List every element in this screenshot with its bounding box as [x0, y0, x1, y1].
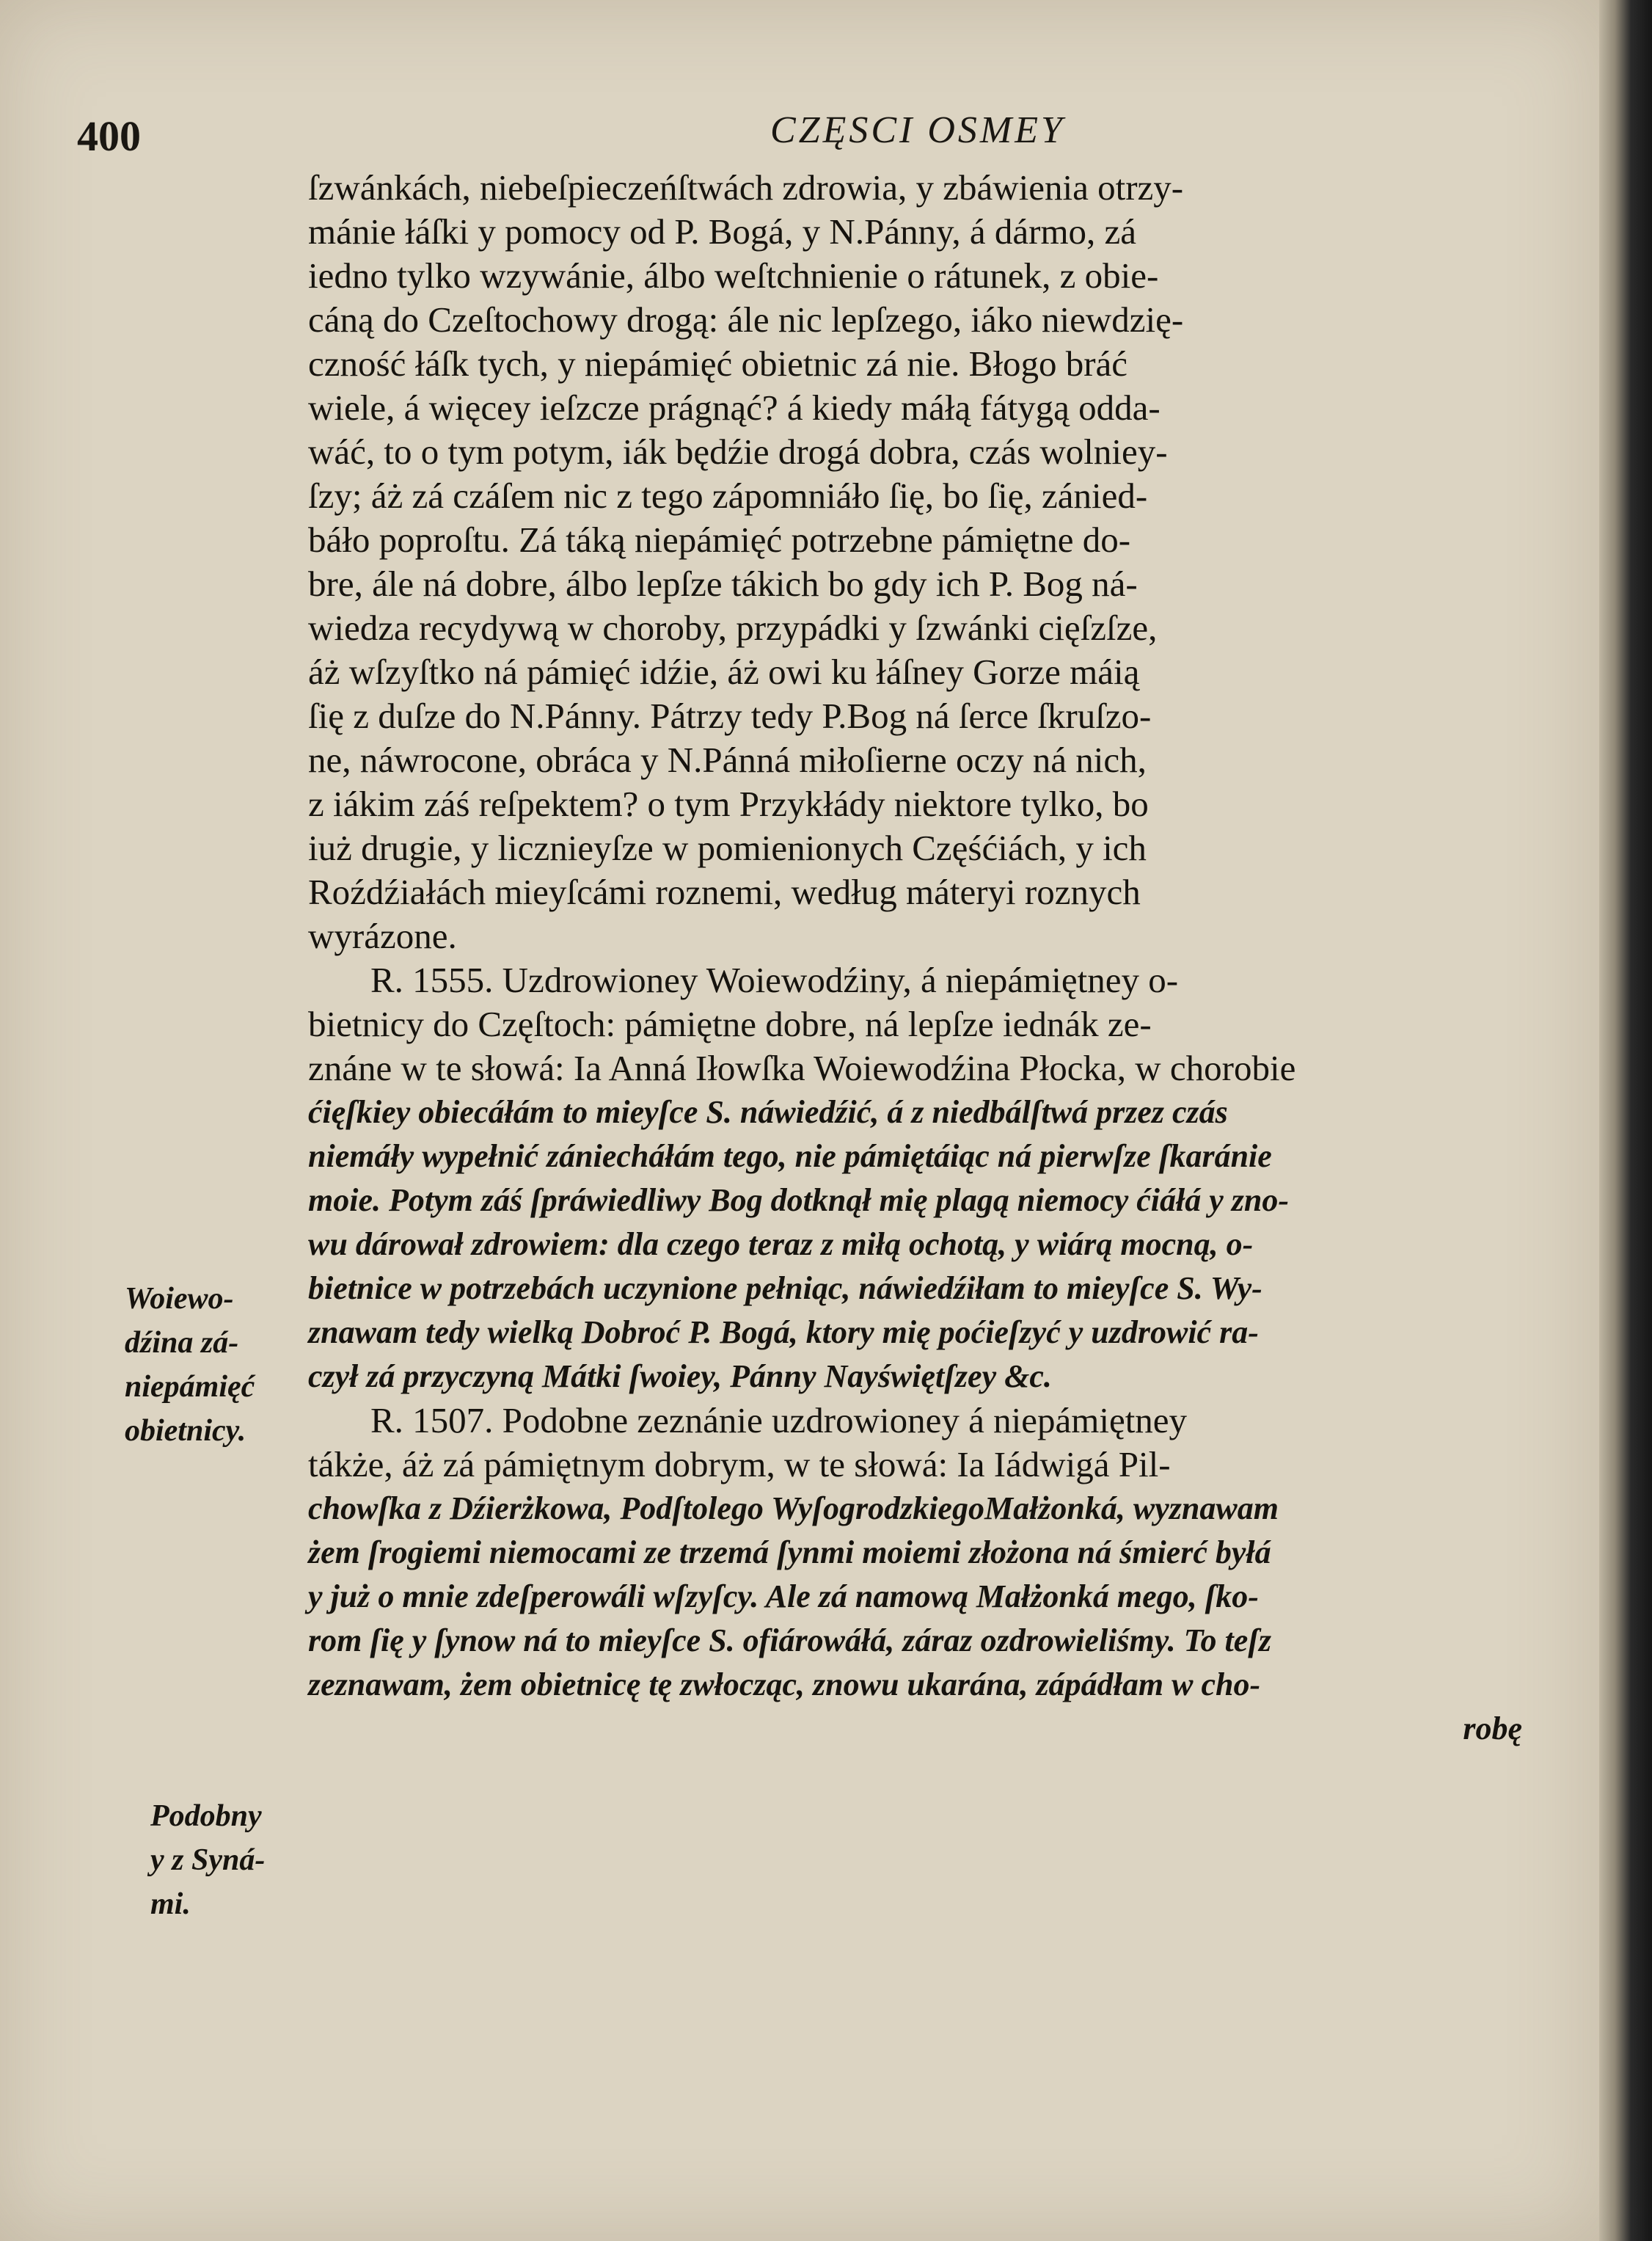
text-line: iedno tylko wzywánie, álbo weſtchnienie o rátunek, z obie-: [308, 255, 1159, 296]
text-line: iuż drugie, y licznieyſze w pomienionych Częśćiách, y ich: [308, 828, 1147, 868]
text-line: R. 1507. Podobne zeznánie uzdrowioney á niepámiętney: [370, 1400, 1188, 1440]
text-line: żem ſrogiemi niemocami ze trzemá ſynmi moiemi złożona ná śmierć byłá: [308, 1534, 1271, 1570]
marginal-line: mi.: [150, 1887, 191, 1921]
text-line: czność łáſk tych, y niepámięć obietnic zá nie. Błogo bráć: [308, 343, 1128, 384]
catchword: robę: [1463, 1710, 1522, 1746]
text-line: wiele, á więcey ieſzcze prágnąć? á kiedy máłą fátygą odda-: [308, 387, 1161, 428]
text-line: R. 1555. Uzdrowioney Woiewodźiny, á niepámiętney o-: [370, 960, 1179, 1000]
marginal-line: y z Syná-: [150, 1843, 266, 1877]
text-line: cáną do Czeſtochowy drogą: ále nic lepſzego, iáko niewdzię-: [308, 299, 1184, 340]
text-line: Roźdźiałách mieyſcámi roznemi, według máteryi roznych: [308, 872, 1141, 912]
running-head: CZĘSCI OSMEY: [770, 109, 1065, 151]
text-line: tákże, áż zá pámiętnym dobrym, w te słowá: Ia Iádwigá Pil-: [308, 1444, 1171, 1484]
page-header: [77, 109, 1537, 167]
text-line: znáne w te słowá: Ia Anná Iłowſka Woiewodźina Płocka, w chorobie: [308, 1048, 1296, 1088]
text-line: ſzwánkách, niebeſpieczeńſtwách zdrowia, y zbáwienia otrzy-: [308, 167, 1184, 208]
text-line: bietnice w potrzebách uczynione pełniąc, náwiedźiłam to mieyſce S. Wy-: [308, 1270, 1262, 1306]
marginal-note-woiewodzina: [125, 1277, 255, 1453]
marginal-line: dźina zá-: [125, 1326, 239, 1360]
text-line: ćięſkiey obiecáłám to mieyſce S. náwiedźić, á z niedbálſtwá przez czás: [308, 1094, 1228, 1130]
text-line: áż wſzyſtko ná pámięć idźie, áż owi ku łáſney Gorze máią: [308, 652, 1140, 692]
text-line: wyrázone.: [308, 916, 457, 956]
marginal-line: obietnicy.: [125, 1414, 246, 1448]
text-line: rom ſię y ſynow ná to mieyſce S. ofiárowáłá, záraz ozdrowieliśmy. To teſz: [308, 1622, 1272, 1658]
text-line: chowſka z Dźierżkowa, Podſtolego WyſogrodzkiegoMałżonká, wyznawam: [308, 1490, 1279, 1526]
marginal-line: Podobny: [150, 1799, 262, 1833]
page-number: 400: [77, 112, 141, 160]
text-line: wu dárował zdrowiem: dla czego teraz z miłą ochotą, y wiárą mocną, o-: [308, 1226, 1254, 1262]
text-line: moie. Potym záś ſpráwiedliwy Bog dotknął mię plagą niemocy ćiáłá y zno-: [308, 1182, 1290, 1218]
text-line: ne, náwrocone, obráca y N.Pánná miłoſierne oczy ná nich,: [308, 740, 1147, 780]
text-line: ſzy; áż zá czáſem nic z tego zápomniáło ſię, bo ſię, zánied-: [308, 475, 1148, 516]
text-line: mánie łáſki y pomocy od P. Bogá, y N.Pánny, á dármo, zá: [308, 211, 1137, 252]
text-line: niemáły wypełnić zániecháłám tego, nie pámiętáiąc ná pierwſze ſkaránie: [308, 1138, 1272, 1174]
text-line: bietnicy do Częſtoch: pámiętne dobre, ná lepſze iednák ze-: [308, 1004, 1152, 1044]
text-line: znawam tedy wielką Dobroć P. Bogá, ktory mię poćieſzyć y uzdrowić ra-: [308, 1314, 1259, 1350]
text-line: zeznawam, żem obietnicę tę zwłocząc, znowu ukarána, zápádłam w cho-: [308, 1666, 1261, 1702]
marginal-note-podobny: [150, 1794, 265, 1926]
text-line: báło poproſtu. Zá táką niepámięć potrzebne pámiętne do-: [308, 520, 1131, 560]
marginal-line: Woiewo-: [125, 1282, 234, 1316]
text-line: bre, ále ná dobre, álbo lepſze tákich bo gdy ich P. Bog ná-: [308, 564, 1138, 604]
text-line: z iákim záś reſpektem? o tym Przykłády niektore tylko, bo: [308, 784, 1149, 824]
marginal-line: niepámięć: [125, 1370, 255, 1404]
page-edge: [1599, 0, 1652, 2241]
text-line: czył zá przyczyną Mátki ſwoiey, Pánny Nayświętſzey &c.: [308, 1358, 1052, 1394]
body-text: [308, 166, 1552, 1751]
text-line: wáć, to o tym potym, iák będźie drogá dobra, czás wolniey-: [308, 431, 1168, 472]
text-line: ſię z duſze do N.Pánny. Pátrzy tedy P.Bog ná ſerce ſkruſzo-: [308, 696, 1152, 736]
text-line: y już o mnie zdeſperowáli wſzyſcy. Ale zá namową Małżonká mego, ſko-: [308, 1578, 1259, 1614]
text-line: wiedza recydywą w choroby, przypádki y ſzwánki cięſzſze,: [308, 608, 1158, 648]
